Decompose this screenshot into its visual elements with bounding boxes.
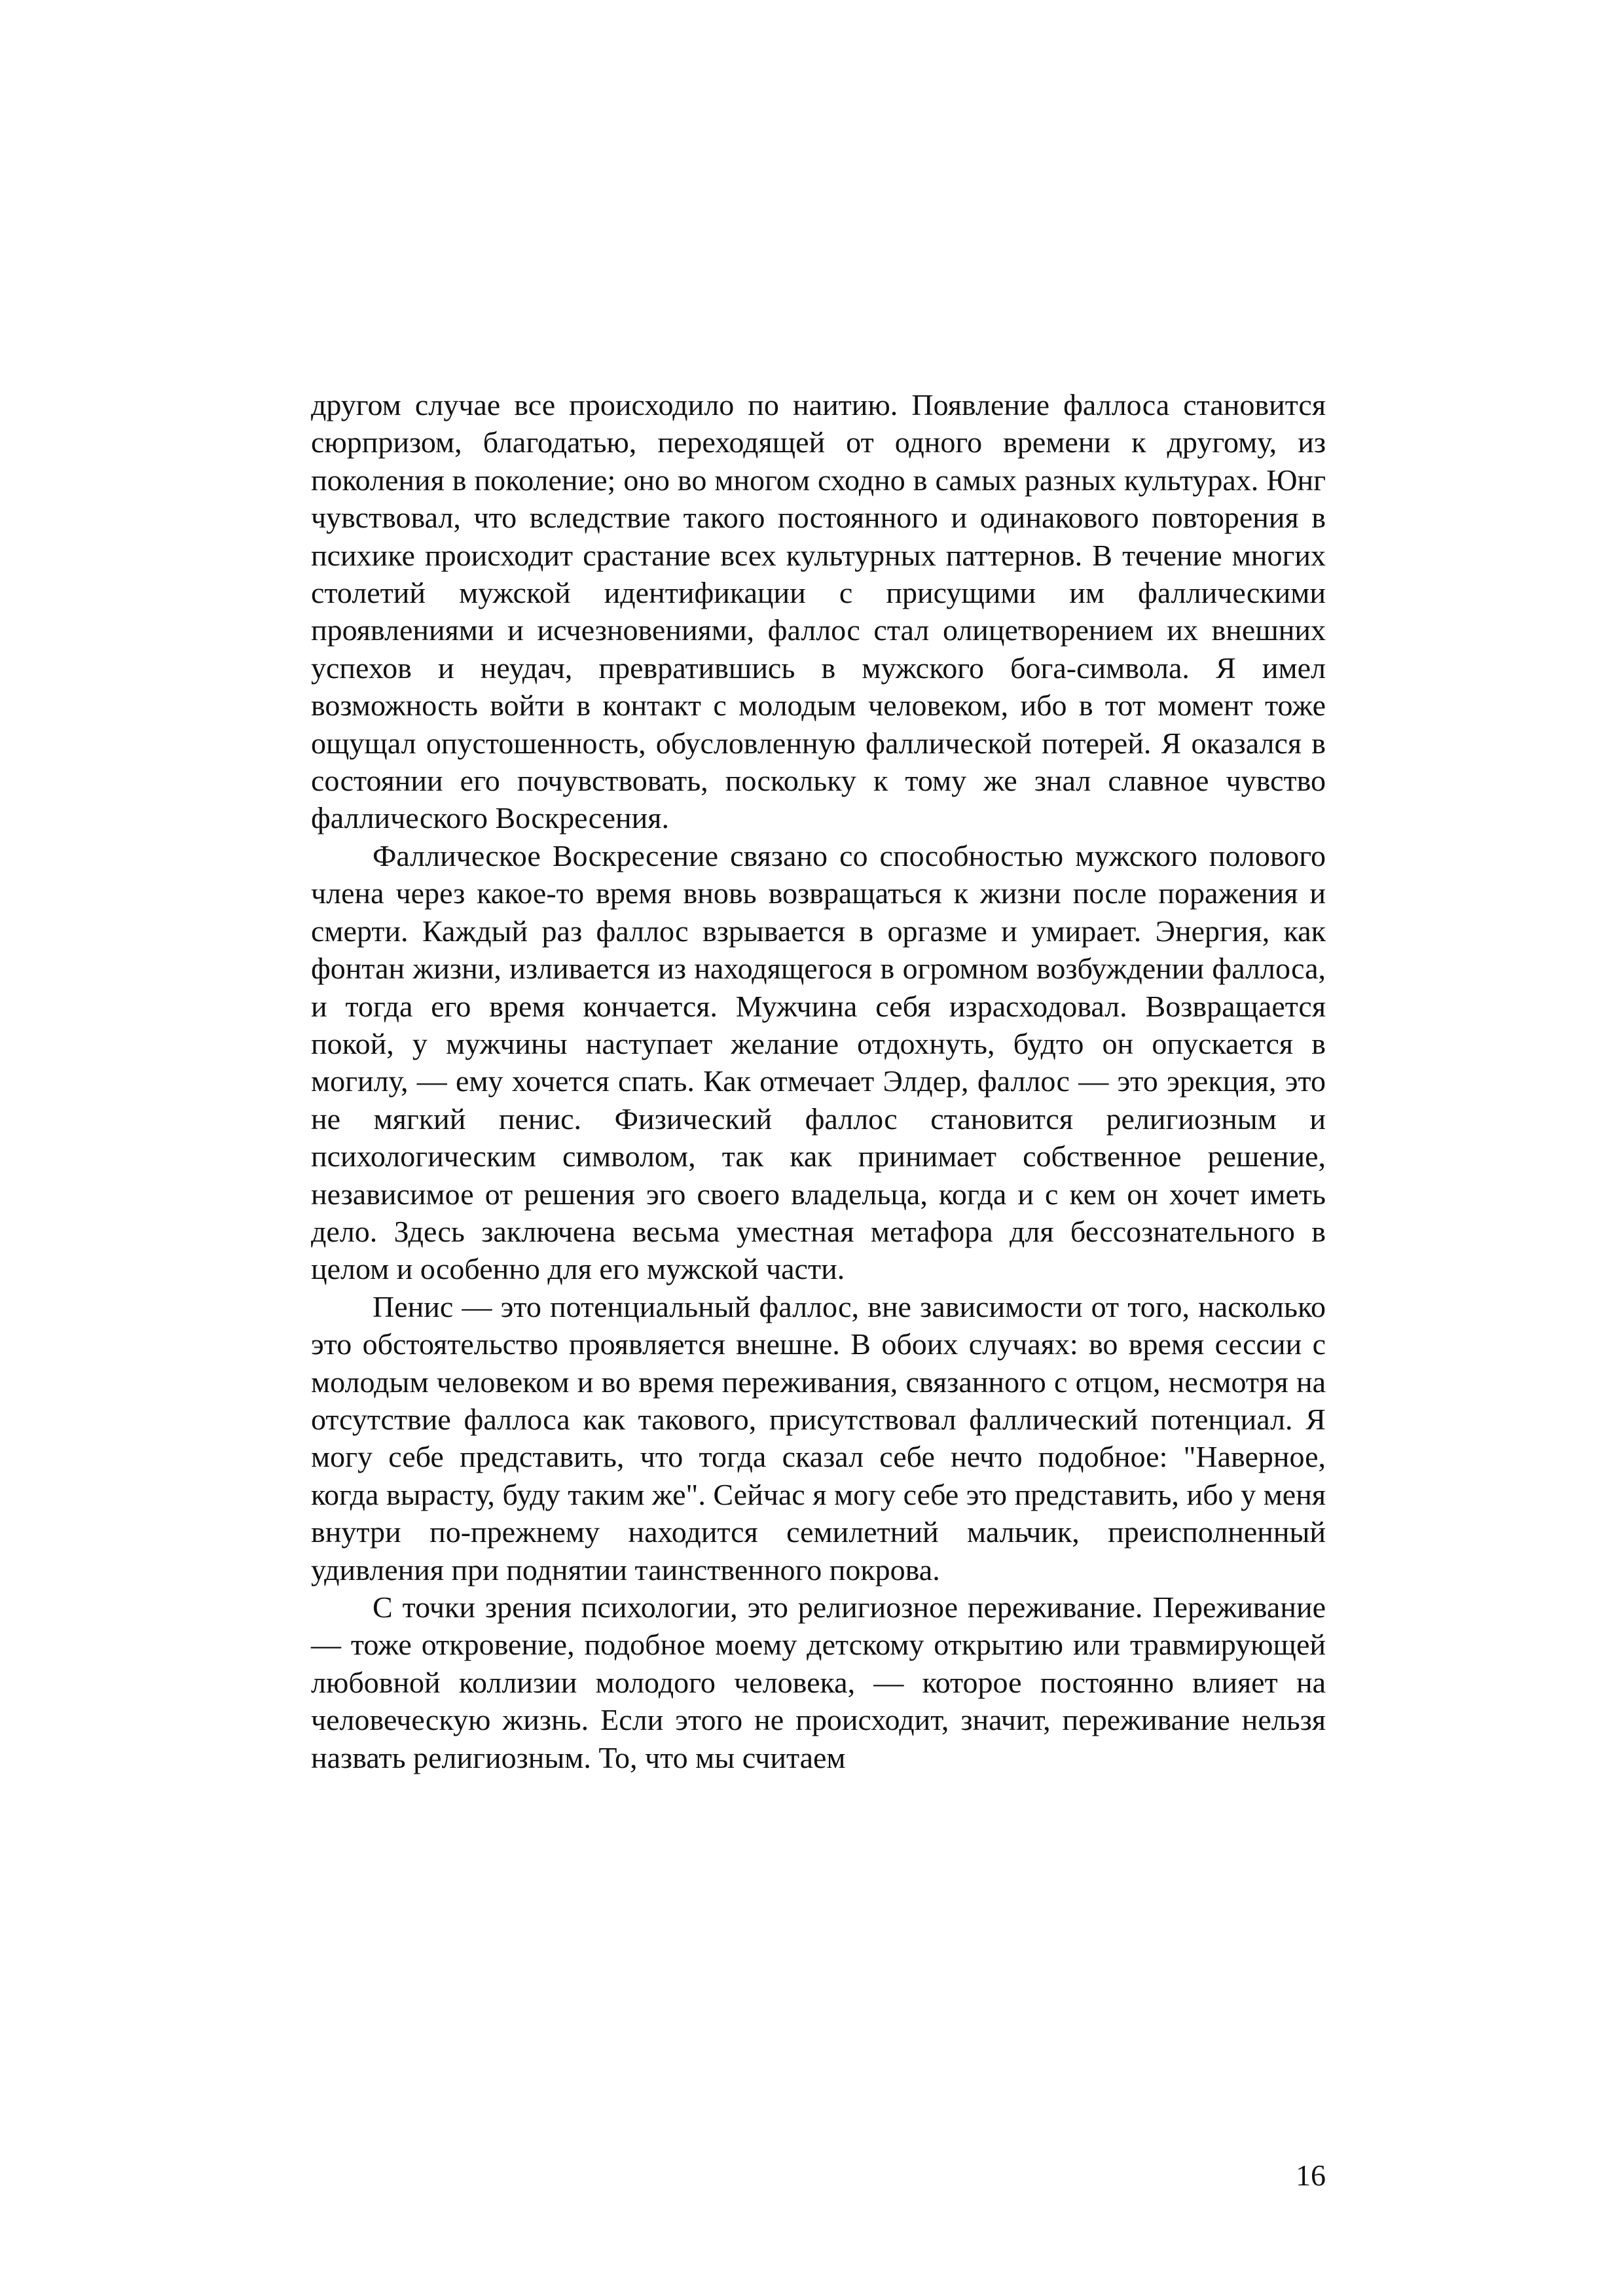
- paragraph: Фаллическое Воскресение связано со способностью мужского полового члена через какое-то время вновь возвращаться к жизни после поражения и смерти. Каждый раз фаллос взрывается в оргазме и умирает. Энергия, как фонтан жизни, изливается из находящегося в огромном возбуждении фаллоса, и тогда его время кончается. Мужчина себя израсходовал. Возвращается покой, у мужчины наступает желание отдохнуть, будто он опускается в могилу, — ему хочется спать. Как отмечает Элдер, фаллос — это эрекция, это не мягкий пенис. Физический фаллос становится религиозным и психологическим символом, так как принимает собственное решение, независимое от решения эго своего владельца, когда и с кем он хочет иметь дело. Здесь заключена весьма уместная метафора для бессознательного в целом и особенно для его мужской части.: [311, 838, 1326, 1286]
- page-number: 16: [1296, 2159, 1326, 2192]
- paragraph: Пенис — это потенциальный фаллос, вне зависимости от того, насколько это обстоятельство проявляется внешне. В обоих случаях: во время сессии с молодым человеком и во время переживания, связанного с отцом, несмотря на отсутствие фаллоса как такового, присутствовал фаллический потенциал. Я могу себе представить, что тогда сказал себе нечто подобное: "Наверное, когда вырасту, буду таким же". Сейчас я могу себе это представить, ибо у меня внутри по-прежнему находится семилетний мальчик, преисполненный удивления при поднятии таинственного покрова.: [311, 1289, 1326, 1587]
- paragraph: С точки зрения психологии, это религиозное переживание. Переживание — тоже откровение, подобное моему детскому открытию или травмирующей любовной коллизии молодого человека, — которое постоянно влияет на человеческую жизнь. Если этого не происходит, значит, переживание нельзя назвать религиозным. То, что мы считаем: [311, 1590, 1326, 1774]
- paragraph: другом случае все происходило по наитию. Появление фаллоса становится сюрпризом, благодатью, переходящей от одного времени к другому, из поколения в поколение; оно во многом сходно в самых разных культурах. Юнг чувствовал, что вследствие такого постоянного и одинакового повторения в психике происходит срастание всех культурных паттернов. В течение многих столетий мужской идентификации с присущими им фаллическими проявлениями и исчезновениями, фаллос стал олицетворением их внешних успехов и неудач, превратившись в мужского бога-символа. Я имел возможность войти в контакт с молодым человеком, ибо в тот момент тоже ощущал опустошенность, обусловленную фаллической потерей. Я оказался в состоянии его почувствовать, поскольку к тому же знал славное чувство фаллического Воскресения.: [311, 388, 1326, 835]
- body-text: [311, 386, 1326, 1776]
